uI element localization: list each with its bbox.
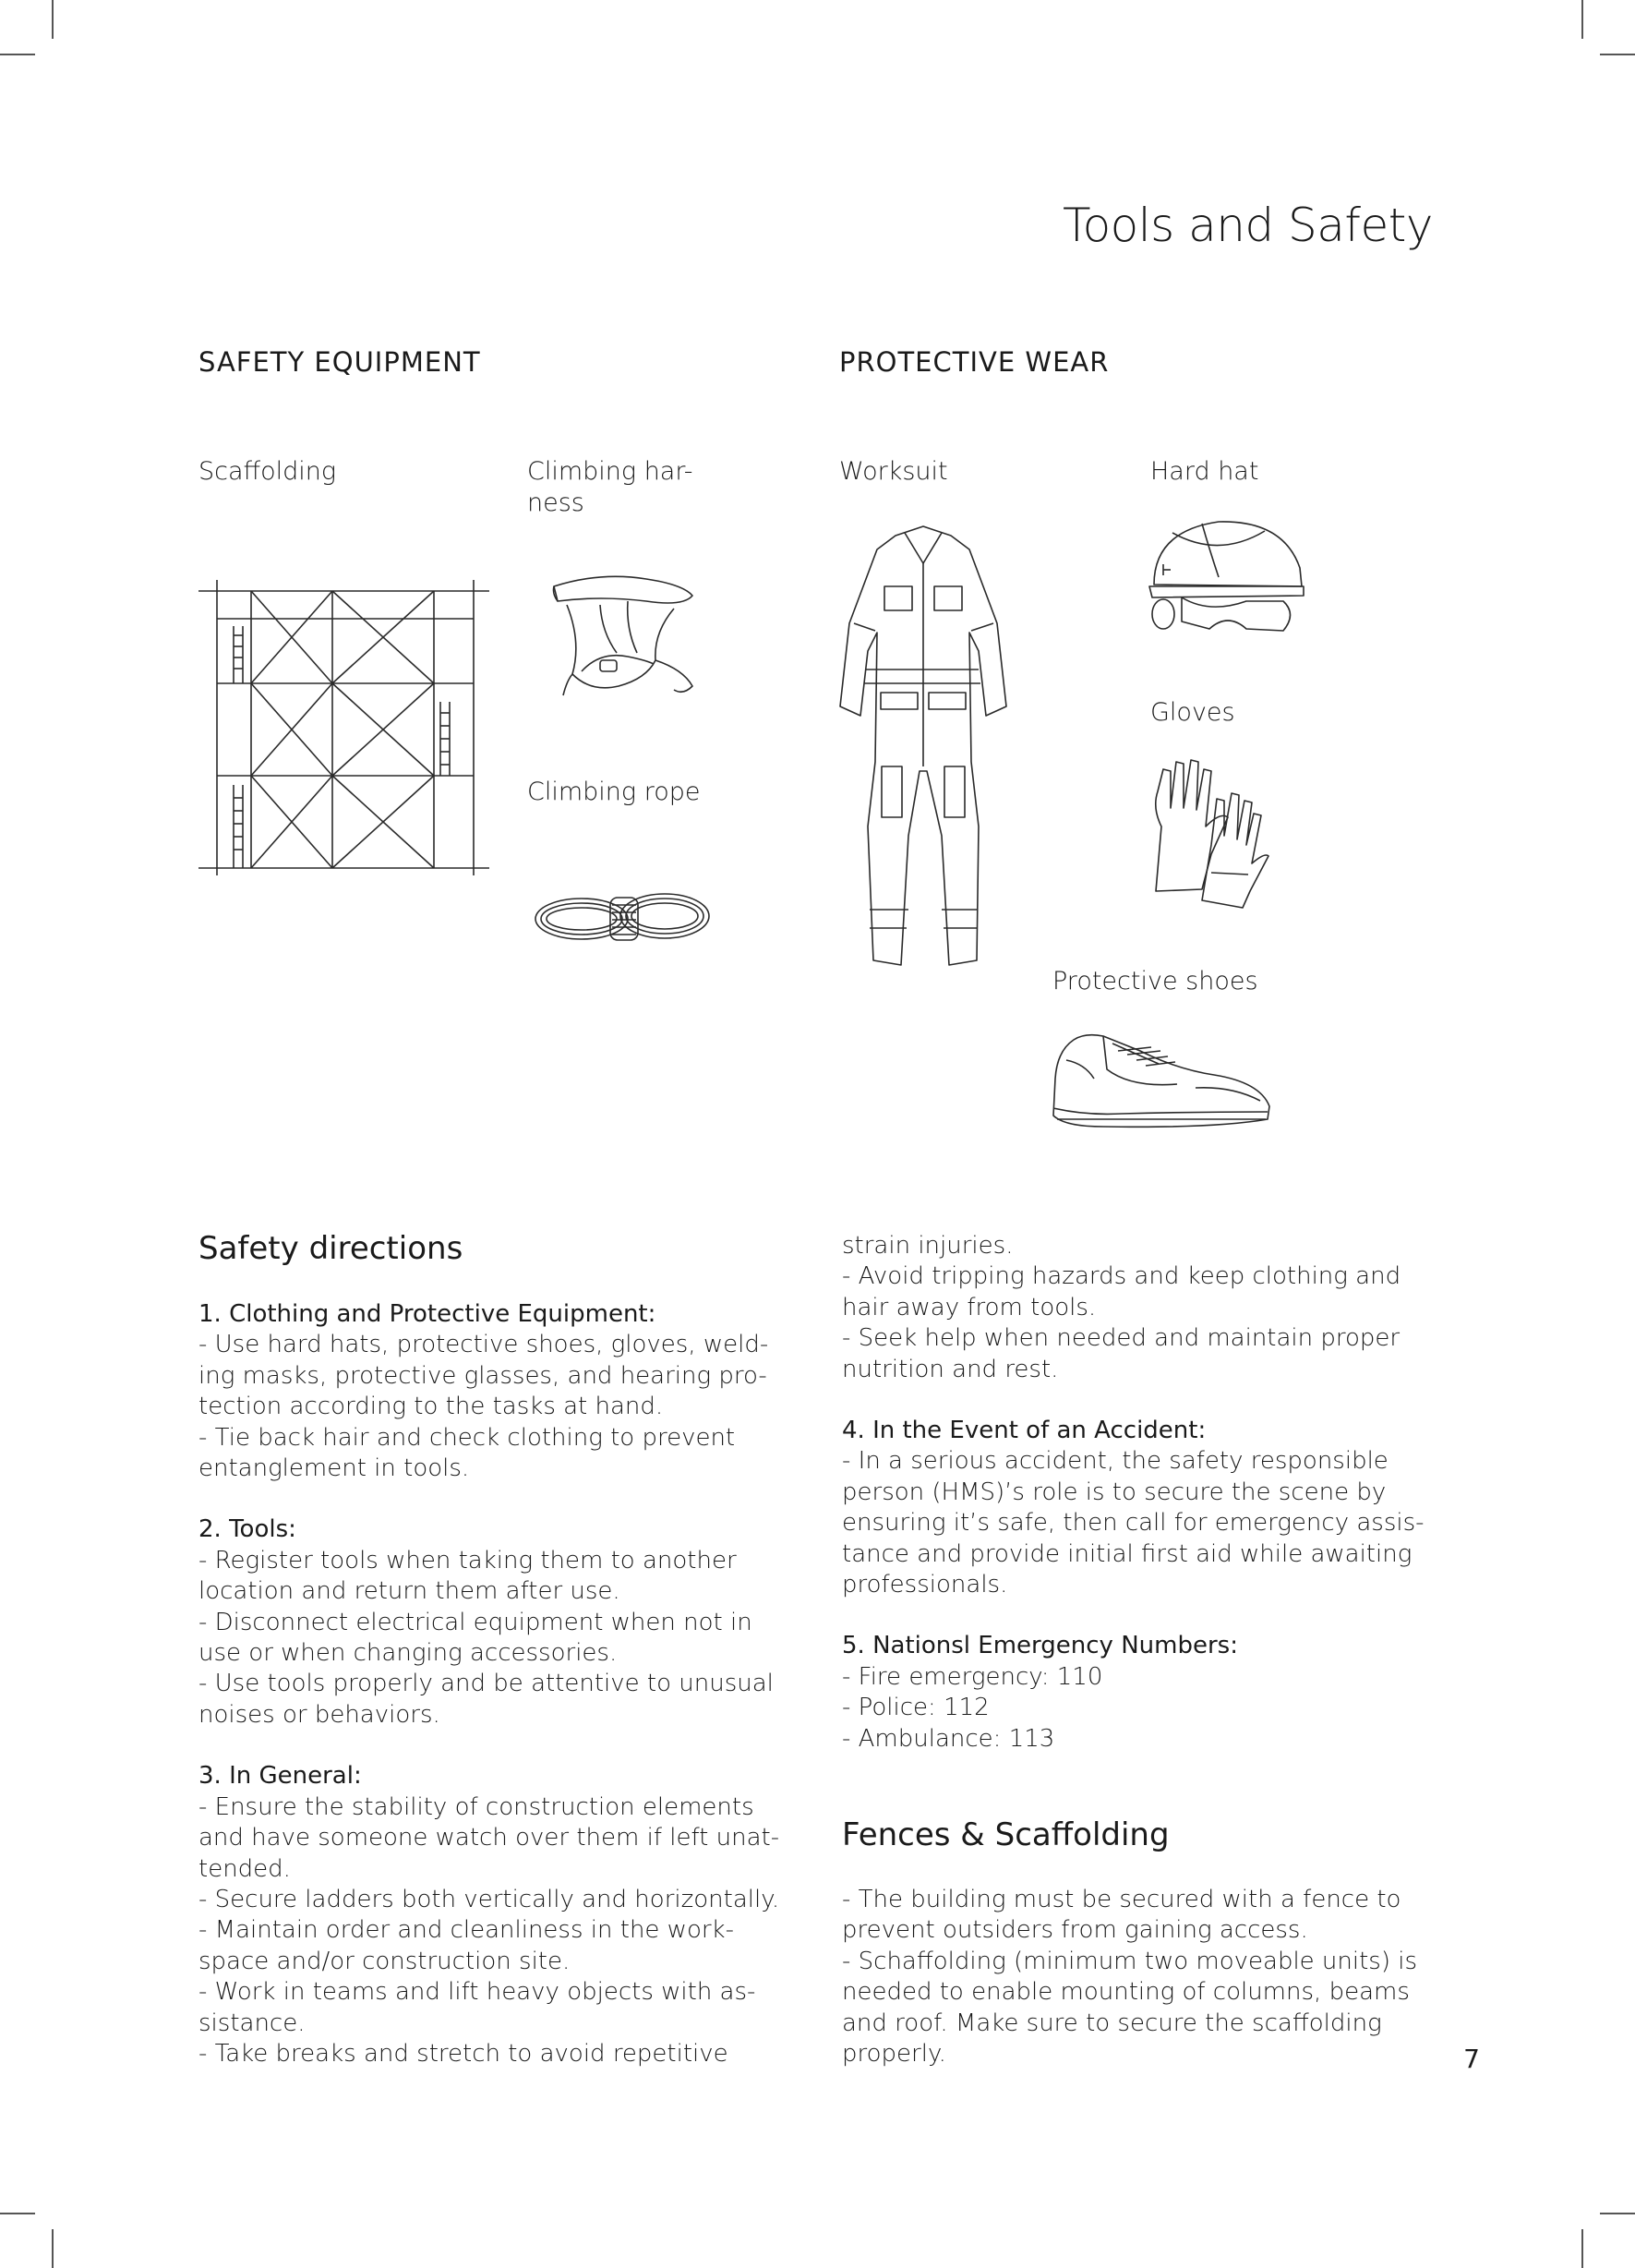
safety-directions-right-column xyxy=(842,1231,1442,1755)
scaffolding-icon xyxy=(198,580,489,875)
body-line: prevent outsiders from gaining access. xyxy=(842,1916,1308,1945)
hard-hat-icon xyxy=(1145,513,1316,642)
body-line: and roof. Make sure to secure the scaffolding xyxy=(842,2009,1382,2037)
safety-equipment-heading: SAFETY EQUIPMENT xyxy=(198,346,481,378)
body-line: - Fire emergency: 110 xyxy=(842,1662,1103,1691)
body-line: - Maintain order and cleanliness in the work- xyxy=(198,1916,734,1945)
body-line: - Police: 112 xyxy=(842,1694,990,1722)
body-line: location and return them after use. xyxy=(198,1577,620,1606)
body-line: - Use tools properly and be attentive to unusual xyxy=(198,1670,774,1698)
protective-wear-heading: PROTECTIVE WEAR xyxy=(839,346,1110,378)
gloves-icon xyxy=(1147,753,1271,914)
climbing-rope-icon xyxy=(531,877,715,960)
section-title: 1. Clothing and Protective Equipment: xyxy=(198,1300,656,1328)
body-line: entanglement in tools. xyxy=(198,1454,470,1483)
hard-hat-label: Hard hat xyxy=(1150,457,1259,486)
body-line: person (HMS)’s role is to secure the scene by xyxy=(842,1478,1387,1506)
crop-mark xyxy=(0,2213,35,2214)
body-line: ensuring it’s safe, then call for emergency assis- xyxy=(842,1509,1425,1538)
worksuit-label: Worksuit xyxy=(839,457,948,486)
body-line: - The building must be secured with a fence to xyxy=(842,1886,1401,1913)
climbing-harness-label: Climbing har- ness xyxy=(527,457,693,517)
body-line: - Ambulance: 113 xyxy=(842,1724,1055,1753)
crop-mark xyxy=(1581,2229,1583,2268)
body-line: - Seek help when needed and maintain proper xyxy=(842,1324,1401,1353)
fences-scaffolding-text xyxy=(842,1885,1442,2069)
safety-directions-left-column xyxy=(198,1299,789,2069)
body-line: tended. xyxy=(198,1854,291,1883)
gloves-label: Gloves xyxy=(1150,698,1235,727)
crop-mark xyxy=(1581,0,1583,39)
crop-mark xyxy=(52,2229,54,2268)
body-line: - Ensure the stability of construction elements xyxy=(198,1792,754,1821)
page-number: 7 xyxy=(1463,2044,1480,2074)
safety-directions-heading: Safety directions xyxy=(198,1230,463,1267)
body-line: ing masks, protective glasses, and hearing pro- xyxy=(198,1361,767,1390)
body-line: nutrition and rest. xyxy=(842,1355,1059,1383)
body-line: - Tie back hair and check clothing to prevent xyxy=(198,1423,736,1452)
body-line: - Avoid tripping hazards and keep clothing and xyxy=(842,1262,1401,1291)
body-line: professionals. xyxy=(842,1571,1008,1599)
body-line: tance and provide initial first aid while awaiting xyxy=(842,1539,1413,1568)
protective-shoes-label: Protective shoes xyxy=(1052,967,1258,995)
crop-mark xyxy=(52,0,54,39)
body-line: hair away from tools. xyxy=(842,1293,1097,1321)
body-line: - Schaffolding (minimum two moveable units) is xyxy=(842,1947,1418,1975)
body-line: - Disconnect electrical equipment when not in xyxy=(198,1608,752,1636)
section-title: 4. In the Event of an Accident: xyxy=(842,1417,1207,1445)
page-title: Tools and Safety xyxy=(1063,199,1433,252)
climbing-harness-icon xyxy=(545,568,706,702)
worksuit-icon xyxy=(831,522,1016,979)
crop-mark xyxy=(1600,2213,1635,2214)
fences-scaffolding-heading: Fences & Scaffolding xyxy=(842,1816,1170,1853)
body-line: noises or behaviors. xyxy=(198,1700,440,1729)
section-title: 5. Nationsl Emergency Numbers: xyxy=(842,1632,1238,1660)
body-line: - Work in teams and lift heavy objects with as- xyxy=(198,1978,756,2007)
body-line: strain injuries. xyxy=(842,1232,1014,1260)
body-line: - Register tools when taking them to another xyxy=(198,1546,737,1574)
body-line: and have someone watch over them if left unat- xyxy=(198,1824,780,1852)
body-line: sistance. xyxy=(198,2009,306,2037)
protective-shoes-icon xyxy=(1048,1023,1279,1134)
body-line: needed to enable mounting of columns, beams xyxy=(842,1978,1410,2007)
crop-mark xyxy=(1600,54,1635,55)
body-line: - Secure ladders both vertically and horizontally. xyxy=(198,1885,780,1913)
body-line: space and/or construction site. xyxy=(198,1947,571,1975)
body-line: - Use hard hats, protective shoes, gloves, weld- xyxy=(198,1331,769,1359)
section-title: 2. Tools: xyxy=(198,1515,296,1544)
body-line: use or when changing accessories. xyxy=(198,1639,618,1668)
body-line: tection according to the tasks at hand. xyxy=(198,1393,664,1421)
body-line: - Take breaks and stretch to avoid repetitive xyxy=(198,2039,728,2068)
section-title: 3. In General: xyxy=(198,1762,362,1791)
climbing-rope-label: Climbing rope xyxy=(527,778,701,806)
body-line: properly. xyxy=(842,2040,946,2069)
scaffolding-label: Scaffolding xyxy=(198,457,337,486)
body-line: - In a serious accident, the safety responsible xyxy=(842,1447,1389,1476)
crop-mark xyxy=(0,54,35,55)
